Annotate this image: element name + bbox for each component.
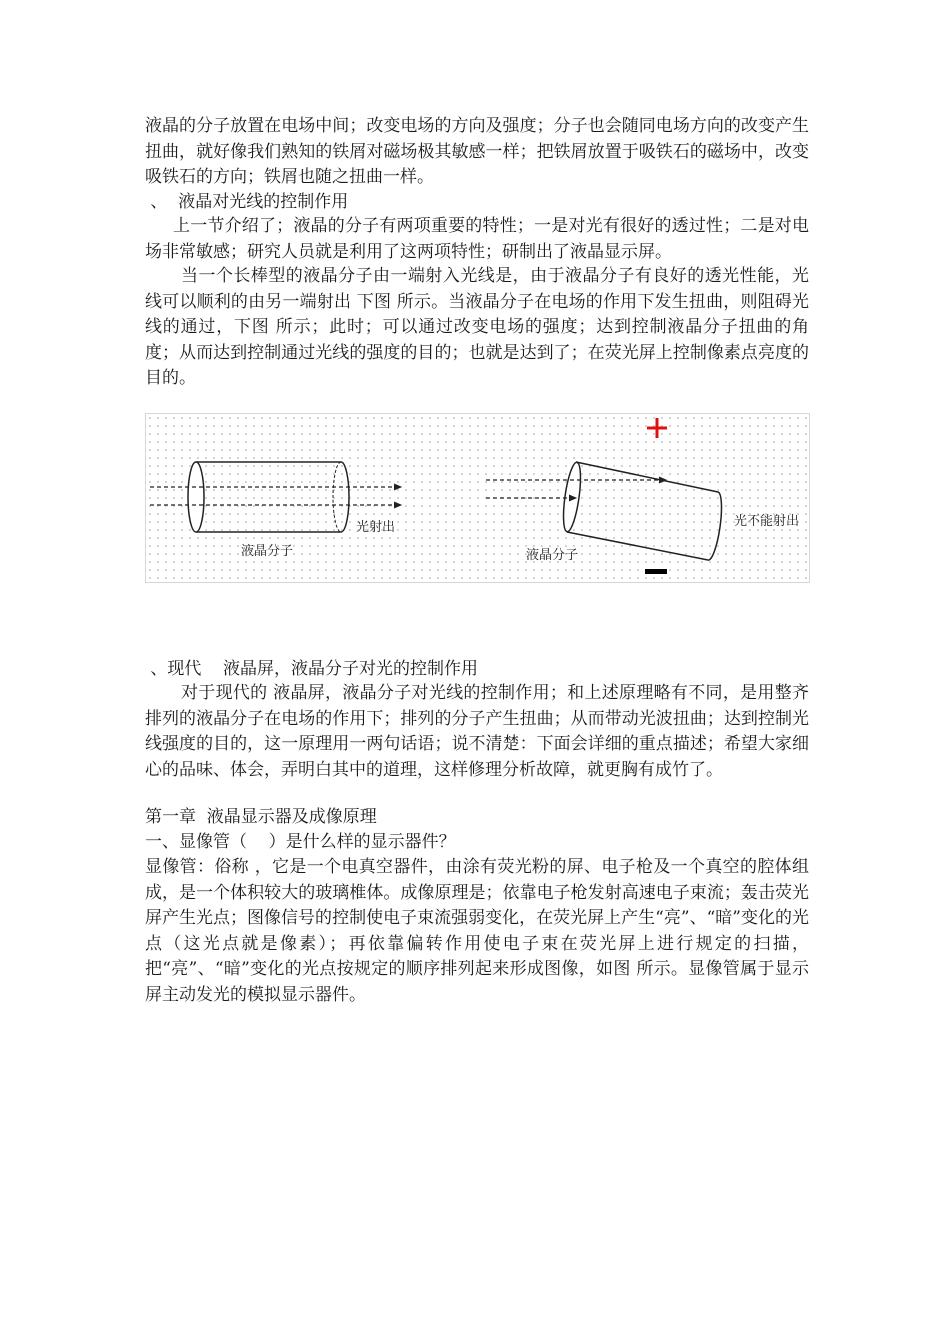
straight-molecule-cylinder xyxy=(188,462,349,532)
liquid-crystal-figure xyxy=(145,413,810,583)
chapter-title: 第一章 液晶显示器及成像原理 xyxy=(145,807,377,827)
label-light-blocked: 光不能射出 xyxy=(734,514,800,529)
question-heading-crt: 一、显像管（ ）是什么样的显示器件？ xyxy=(145,832,456,852)
label-molecule-right: 液晶分子 xyxy=(526,548,579,563)
negative-electrode xyxy=(645,569,667,574)
section-heading-modern-lcd: 、现代 液晶屏，液晶分子对光的控制作用 xyxy=(145,659,479,679)
label-light-out: 光射出 xyxy=(356,520,396,535)
paragraph-crt: 显像管：俗称 ，它是一个电真空器件，由涂有荧光粉的屏、电子枪及一个真空的腔体组成，是一个体积较大的玻璃椎体。成像原理是；依靠电子枪发射高速电子束流；轰击荧光屏产生光点；图像信号的控制使电子束流强弱变化，在荧光屏上产生“亮”、“暗”变化的光点（这光点就是像素）；再依靠偏转作用使电子束在荧光屏上进行规定的扫描，把“亮”、“暗”变化的光点按规定的顺序排列起来形成图像，如图 所示。显像管属于显示屏主动发光的模拟显示器件。 xyxy=(145,857,809,1005)
label-molecule-left: 液晶分子 xyxy=(241,544,294,559)
section-heading-light-control: 、 液晶对光线的控制作用 xyxy=(145,192,349,212)
paragraph-rod-molecule: 当一个长棒型的液晶分子由一端射入光线是，由于液晶分子有良好的透光性能，光线可以顺利的由另一端射出 下图 所示。当液晶分子在电场的作用下发生扭曲，则阻碍光线的通过，下图 所示；此时；可以通过改变电场的强度；达到控制液晶分子扭曲的角度；从而达到控制通过光线的强度的目的；也就是达到了；在荧光屏上控制像素点亮度的目的。 xyxy=(145,266,809,389)
paragraph-two-properties: 上一节介绍了；液晶的分子有两项重要的特性；一是对光有很好的透过性；二是对电场非常敏感；研究人员就是利用了这两项特性；研制出了液晶显示屏。 xyxy=(145,216,809,262)
twisted-molecule-cylinder xyxy=(560,461,721,560)
paragraph-modern-lcd: 对于现代的 液晶屏，液晶分子对光线的控制作用；和上述原理略有不同，是用整齐排列的液晶分子在电场的作用下；排列的分子产生扭曲；从而带动光波扭曲；达到控制光线强度的目的，这一原理用一两句话语；说不清楚：下面会详细的重点描述；希望大家细心的品味、体会，弄明白其中的道理，这样修理分析故障，就更胸有成竹了。 xyxy=(145,683,809,780)
positive-electrode xyxy=(647,418,667,438)
paragraph-electric-field: 液晶的分子放置在电场中间；改变电场的方向及强度；分子也会随同电场方向的改变产生扭曲，就好像我们熟知的铁屑对磁场极其敏感一样；把铁屑放置于吸铁石的磁场中，改变吸铁石的方向；铁屑也随之扭曲一样。 xyxy=(145,116,809,188)
